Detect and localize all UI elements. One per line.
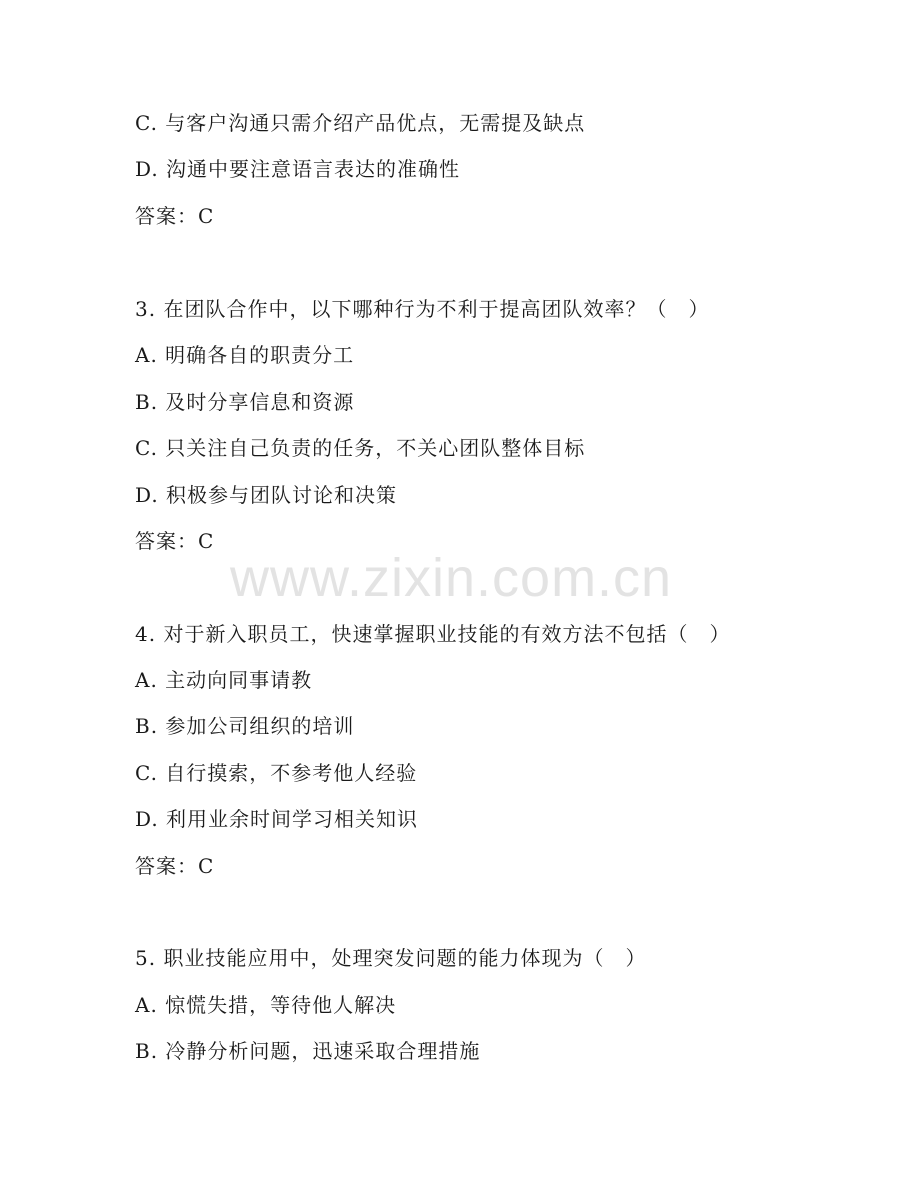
option-d-q4: D. 利用业余时间学习相关知识 — [135, 807, 419, 831]
option-c-q4: C. 自行摸索，不参考他人经验 — [135, 761, 418, 785]
option-d-q3: D. 积极参与团队讨论和决策 — [135, 483, 398, 507]
watermark-text: www.zixin.com.cn — [230, 548, 673, 608]
option-a-q5: A. 惊慌失措，等待他人解决 — [135, 993, 397, 1017]
option-c-q3: C. 只关注自己负责的任务，不关心团队整体目标 — [135, 436, 586, 460]
question-4: 4. 对于新入职员工，快速掌握职业技能的有效方法不包括（ ） — [135, 622, 731, 646]
option-a-q4: A. 主动向同事请教 — [135, 668, 313, 692]
option-d-q2: D. 沟通中要注意语言表达的准确性 — [135, 157, 461, 181]
answer-q4: 答案：C — [135, 854, 215, 878]
question-5: 5. 职业技能应用中，处理突发问题的能力体现为（ ） — [135, 946, 647, 970]
answer-q2: 答案：C — [135, 204, 215, 228]
option-a-q3: A. 明确各自的职责分工 — [135, 343, 355, 367]
option-b-q5: B. 冷静分析问题，迅速采取合理措施 — [135, 1039, 481, 1063]
question-3: 3. 在团队合作中，以下哪种行为不利于提高团队效率？（ ） — [135, 297, 710, 321]
answer-q3: 答案：C — [135, 529, 215, 553]
option-b-q3: B. 及时分享信息和资源 — [135, 390, 355, 414]
option-c-q2: C. 与客户沟通只需介绍产品优点，无需提及缺点 — [135, 111, 586, 135]
option-b-q4: B. 参加公司组织的培训 — [135, 714, 355, 738]
